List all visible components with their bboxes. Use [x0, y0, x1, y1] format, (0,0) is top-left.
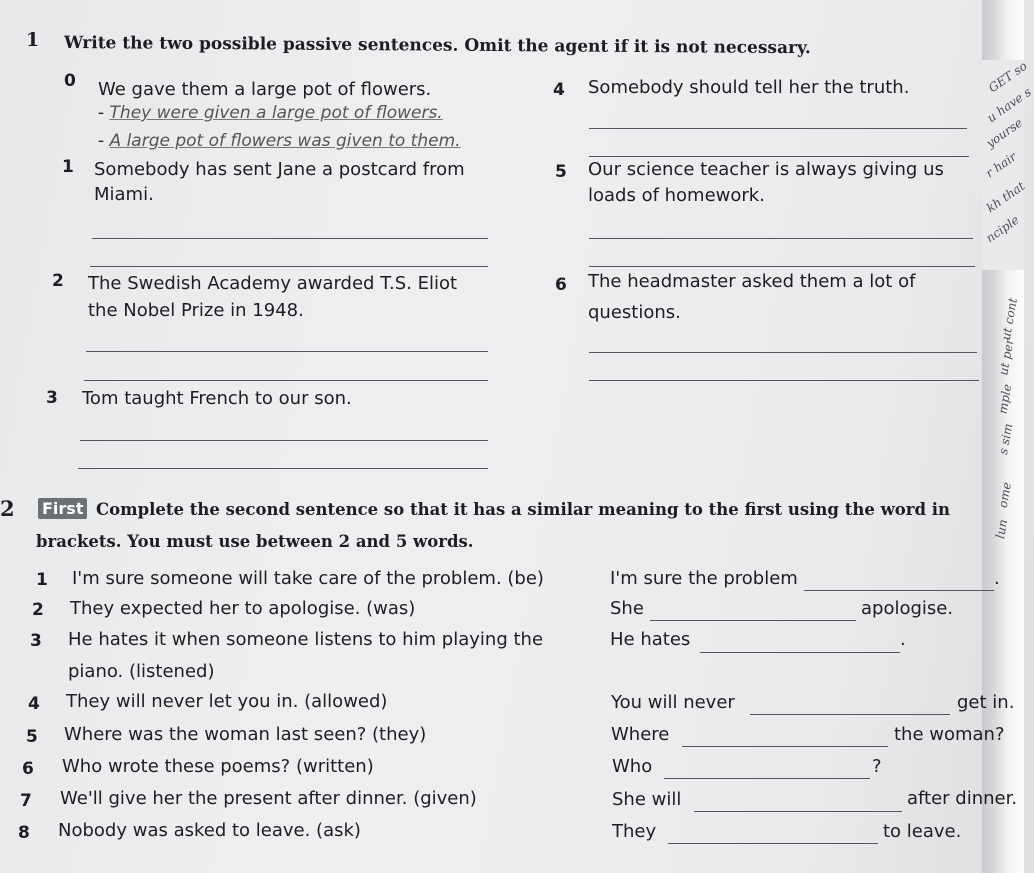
- ex2-item-sentence: We'll give her the present after dinner. (given): [60, 788, 477, 809]
- answer-line[interactable]: [86, 351, 488, 352]
- ex2-item-prompt-end: .: [900, 629, 906, 650]
- answer-line[interactable]: [589, 266, 975, 267]
- example-number: 0: [64, 71, 76, 91]
- answer-line[interactable]: [589, 128, 967, 129]
- example-answer-2: - A large pot of flowers was given to them.: [98, 131, 461, 151]
- adjacent-page-text: ome: [995, 481, 1014, 509]
- ex2-item-prompt-start: Where: [611, 724, 670, 745]
- answer-line[interactable]: [682, 746, 888, 747]
- ex2-item-prompt-end: the woman?: [894, 724, 1005, 745]
- adjacent-page-text: GET so: [985, 58, 1030, 96]
- answer-line[interactable]: [589, 380, 979, 381]
- answer-line[interactable]: [80, 440, 488, 441]
- ex2-item-sentence: I'm sure someone will take care of the problem. (be): [72, 568, 544, 589]
- ex1-item-text: Our science teacher is always giving us: [588, 159, 944, 180]
- adjacent-page-text: nciple: [983, 212, 1022, 246]
- example-answer-1-text: They were given a large pot of flowers.: [109, 103, 443, 123]
- ex2-item-number: 6: [22, 759, 34, 779]
- answer-line[interactable]: [78, 468, 488, 469]
- ex2-item-prompt-start: They: [612, 821, 657, 842]
- adjacent-page-text: u have s: [984, 84, 1034, 126]
- exam-badge: [38, 499, 87, 518]
- ex2-item-number: 1: [36, 570, 48, 590]
- ex2-item-sentence-line2: piano. (listened): [68, 661, 215, 682]
- ex1-item-text: Somebody has sent Jane a postcard from: [94, 159, 465, 180]
- ex2-item-prompt-end: get in.: [957, 692, 1015, 713]
- exercise-2-title-line2: brackets. You must use between 2 and 5 words.: [36, 532, 474, 551]
- ex1-item-text: The Swedish Academy awarded T.S. Eliot: [88, 273, 458, 294]
- answer-line[interactable]: [650, 620, 856, 621]
- example-answer-2-text: A large pot of flowers was given to them.: [109, 131, 461, 151]
- example-answer-1: - They were given a large pot of flowers.: [98, 103, 443, 123]
- answer-line[interactable]: [694, 811, 902, 812]
- answer-line[interactable]: [90, 266, 488, 267]
- ex1-item-number: 2: [52, 271, 64, 291]
- ex1-item-text-line2: loads of homework.: [588, 185, 765, 206]
- ex1-item-text: The headmaster asked them a lot of: [588, 271, 916, 292]
- adjacent-page-text: ut cont: [998, 296, 1021, 342]
- ex1-item-text-line2: questions.: [588, 302, 681, 323]
- adjacent-page-text: mple: [995, 383, 1015, 415]
- ex2-item-prompt-end: to leave.: [883, 821, 962, 842]
- ex2-item-prompt-start: She will: [612, 789, 682, 810]
- adjacent-page-text: yourse: [983, 115, 1026, 151]
- ex1-item-text: Somebody should tell her the truth.: [588, 77, 910, 98]
- ex2-item-sentence: Nobody was asked to leave. (ask): [58, 820, 361, 841]
- answer-line[interactable]: [589, 238, 973, 239]
- answer-line[interactable]: [700, 652, 900, 653]
- answer-line[interactable]: [804, 590, 994, 591]
- ex2-item-prompt-start: You will never: [611, 692, 735, 713]
- ex1-item-number: 3: [46, 388, 58, 408]
- answer-line[interactable]: [668, 843, 878, 844]
- ex2-item-sentence: He hates it when someone listens to him playing the: [68, 629, 544, 650]
- adjacent-page-text: ut per: [996, 337, 1017, 377]
- exam-badge-label: First: [38, 498, 87, 519]
- ex2-item-sentence: Where was the woman last seen? (they): [64, 724, 427, 745]
- answer-line[interactable]: [92, 238, 488, 239]
- ex2-item-prompt-start: He hates: [610, 629, 691, 650]
- answer-line[interactable]: [664, 778, 870, 779]
- ex2-item-prompt-end: .: [994, 568, 1000, 589]
- ex1-item-number: 4: [553, 80, 565, 100]
- exercise-2-title: Complete the second sentence so that it has a similar meaning to the first using the word in: [96, 500, 951, 519]
- adjacent-page-text: r hair: [983, 149, 1019, 181]
- ex1-item-number: 6: [555, 275, 567, 295]
- answer-line[interactable]: [589, 156, 969, 157]
- answer-line[interactable]: [84, 380, 488, 381]
- exercise-2-number: 2: [0, 496, 15, 521]
- ex1-item-text: Tom taught French to our son.: [82, 388, 352, 409]
- ex2-item-number: 7: [20, 791, 32, 811]
- ex1-item-number: 1: [62, 157, 74, 177]
- ex2-item-sentence: Who wrote these poems? (written): [62, 756, 374, 777]
- adjacent-page-text: lun: [993, 518, 1011, 540]
- exercise-1-title: Write the two possible passive sentences. Omit the agent if it is not necessary.: [63, 33, 811, 59]
- ex2-item-sentence: They expected her to apologise. (was): [70, 598, 416, 619]
- ex1-item-text-line2: the Nobel Prize in 1948.: [88, 300, 304, 321]
- ex2-item-number: 3: [30, 631, 42, 651]
- ex2-item-prompt-start: She: [610, 598, 644, 619]
- ex2-item-sentence: They will never let you in. (allowed): [66, 691, 388, 712]
- ex1-item-number: 5: [555, 162, 567, 182]
- example-sentence: We gave them a large pot of flowers.: [98, 79, 432, 100]
- ex2-item-prompt-end: apologise.: [861, 598, 954, 619]
- adjacent-page-text: kh that: [983, 178, 1028, 216]
- ex1-item-text-line2: Miami.: [94, 184, 154, 205]
- answer-line[interactable]: [750, 714, 950, 715]
- ex2-item-prompt-end: ?: [872, 756, 882, 777]
- ex2-item-prompt-start: Who: [612, 756, 653, 777]
- ex2-item-prompt-start: I'm sure the problem: [610, 568, 798, 589]
- adjacent-page-text: s sim: [996, 422, 1016, 456]
- ex2-item-number: 2: [32, 600, 44, 620]
- ex2-item-number: 8: [18, 823, 30, 843]
- answer-line[interactable]: [589, 352, 977, 353]
- ex2-item-number: 5: [26, 727, 38, 747]
- exercise-1-number: 1: [26, 29, 40, 51]
- ex2-item-prompt-end: after dinner.: [907, 788, 1018, 809]
- ex2-item-number: 4: [28, 694, 40, 714]
